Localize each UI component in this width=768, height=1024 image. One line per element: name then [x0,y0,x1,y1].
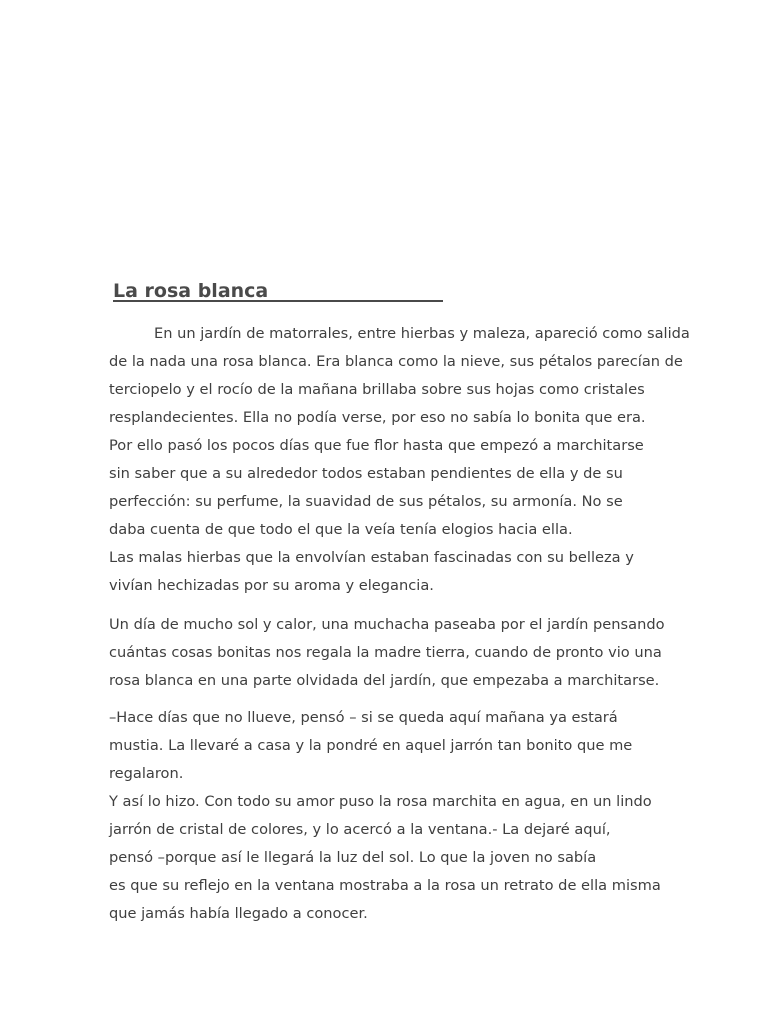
text-line: que jamás había llegado a conocer. [109,905,368,922]
text-line: de la nada una rosa blanca. Era blanca como la nieve, sus pétalos parecían de [109,353,683,370]
text-line: es que su reflejo en la ventana mostraba a la rosa un retrato de ella misma [109,877,661,894]
text-line: cuántas cosas bonitas nos regala la madre tierra, cuando de pronto vio una [109,644,662,661]
text-line: pensó –porque así le llegará la luz del sol. Lo que la joven no sabía [109,849,597,866]
text-line: Y así lo hizo. Con todo su amor puso la rosa marchita en agua, en un lindo [109,793,652,810]
text-line: rosa blanca en una parte olvidada del jardín, que empezaba a marchitarse. [109,672,660,689]
text-line: sin saber que a su alrededor todos estaban pendientes de ella y de su [109,465,623,482]
text-line: daba cuenta de que todo el que la veía tenía elogios hacia ella. [109,521,573,538]
text-line: regalaron. [109,765,184,782]
text-line: Las malas hierbas que la envolvían estaban fascinadas con su belleza y [109,549,634,566]
text-line: perfección: su perfume, la suavidad de sus pétalos, su armonía. No se [109,493,623,510]
document-title: La rosa blanca [113,279,443,302]
text-line: Un día de mucho sol y calor, una muchacha paseaba por el jardín pensando [109,616,665,633]
text-line: jarrón de cristal de colores, y lo acercó a la ventana.- La dejaré aquí, [109,821,611,838]
text-line: En un jardín de matorrales, entre hierbas y maleza, apareció como salida [154,325,690,342]
text-line: mustia. La llevaré a casa y la pondré en aquel jarrón tan bonito que me [109,737,633,754]
text-line: terciopelo y el rocío de la mañana brillaba sobre sus hojas como cristales [109,381,645,398]
text-line: resplandecientes. Ella no podía verse, por eso no sabía lo bonita que era. [109,409,646,426]
text-line: –Hace días que no llueve, pensó – si se queda aquí mañana ya estará [109,709,618,726]
text-line: vivían hechizadas por su aroma y elegancia. [109,577,434,594]
text-line: Por ello pasó los pocos días que fue flor hasta que empezó a marchitarse [109,437,644,454]
